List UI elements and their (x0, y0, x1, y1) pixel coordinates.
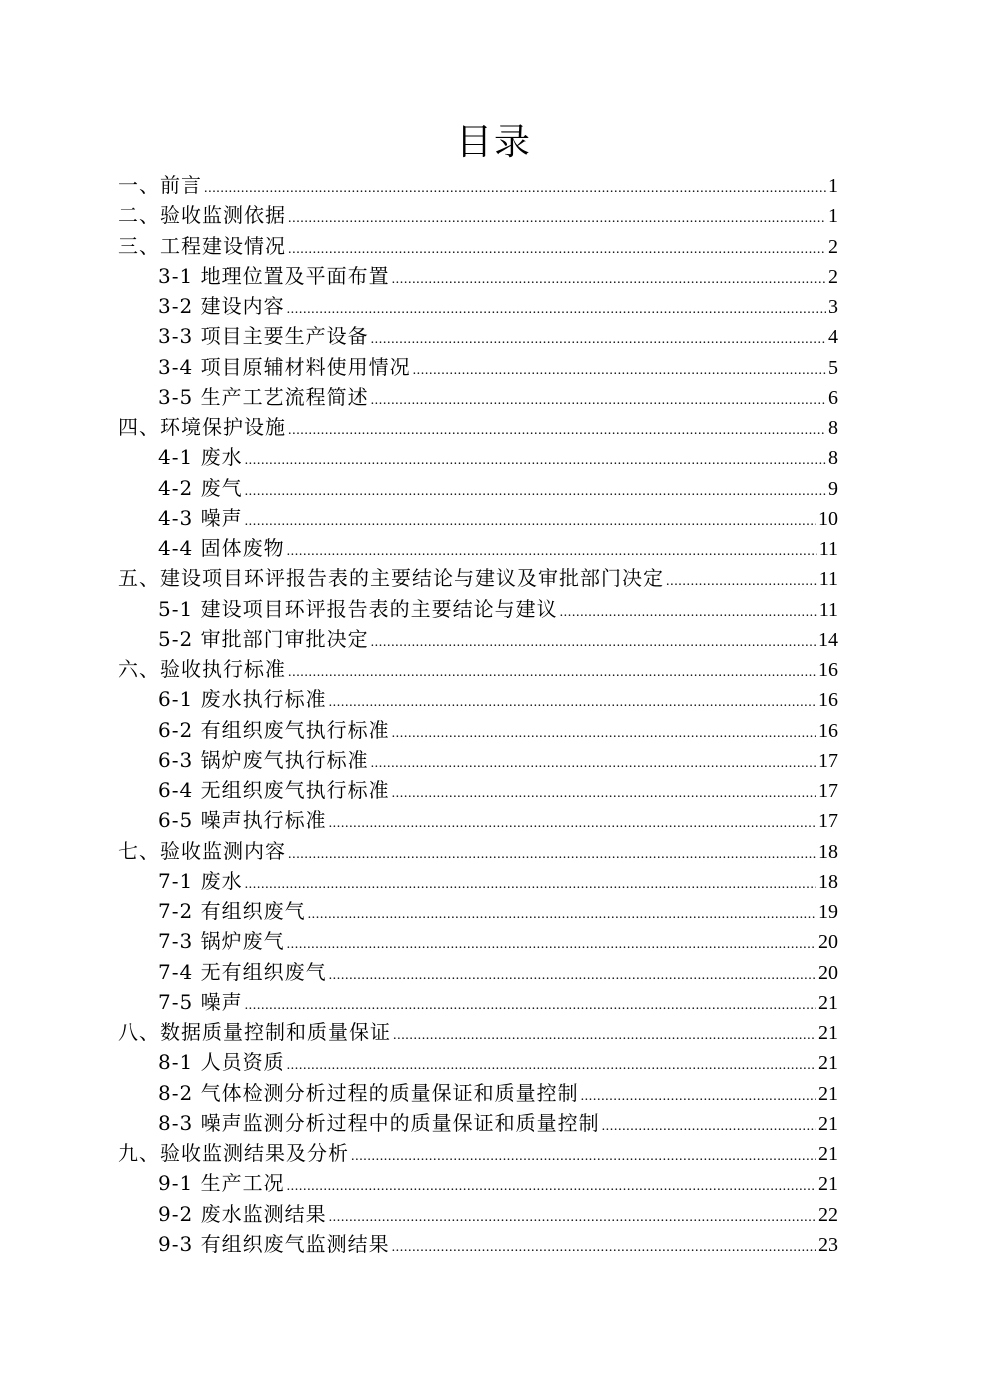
toc-subentry[interactable] (118, 1229, 838, 1259)
toc-page-number: 2 (828, 235, 838, 258)
toc-leader-dots (288, 658, 816, 688)
toc-entry-label: 5-1 建设项目环评报告表的主要结论与建议 (158, 596, 558, 621)
toc-subentry[interactable] (118, 1168, 838, 1198)
toc-entry-label: 3-1 地理位置及平面布置 (158, 263, 390, 288)
toc-subentry[interactable] (118, 1108, 838, 1138)
table-of-contents (118, 170, 838, 1259)
toc-page-number: 14 (818, 628, 838, 651)
toc-page-number: 11 (818, 598, 838, 621)
toc-leader-dots (308, 900, 816, 930)
toc-entry[interactable] (118, 836, 838, 866)
toc-entry-label: 四、环境保护设施 (118, 415, 286, 439)
toc-subentry[interactable] (118, 503, 838, 533)
toc-subentry[interactable] (118, 715, 838, 745)
toc-subentry[interactable] (118, 1199, 838, 1229)
toc-leader-dots (351, 1142, 816, 1172)
toc-page-number: 11 (818, 538, 838, 560)
toc-entry-label: 4-2 废气 (158, 475, 243, 500)
toc-leader-dots (371, 749, 816, 779)
toc-page-number: 20 (818, 931, 838, 954)
toc-page-number: 3 (828, 296, 838, 318)
toc-page-number: 2 (828, 265, 838, 288)
toc-subentry[interactable] (118, 261, 838, 291)
toc-entry-label: 6-5 噪声执行标准 (158, 808, 327, 833)
toc-leader-dots (245, 446, 826, 476)
toc-entry-label: 7-5 噪声 (158, 989, 243, 1014)
toc-page-number: 16 (818, 689, 838, 712)
toc-leader-dots (287, 1172, 816, 1202)
toc-page-number: 18 (818, 870, 838, 893)
toc-entry[interactable] (118, 170, 838, 200)
toc-entry-label: 6-4 无组织废气执行标准 (158, 778, 390, 802)
toc-entry-label: 五、建设项目环评报告表的主要结论与建议及审批部门决定 (118, 566, 664, 591)
toc-entry-label: 八、数据质量控制和质量保证 (118, 1020, 391, 1044)
toc-page-number: 22 (818, 1203, 838, 1226)
toc-entry-label: 4-1 废水 (158, 445, 243, 470)
toc-page-number: 5 (828, 356, 838, 379)
toc-page-number: 1 (828, 175, 838, 197)
toc-leader-dots (329, 1203, 816, 1233)
toc-leader-dots (329, 809, 816, 839)
toc-entry-label: 7-3 锅炉废气 (158, 929, 285, 954)
toc-subentry[interactable] (118, 866, 838, 896)
toc-leader-dots (392, 1233, 816, 1263)
toc-page-number: 10 (818, 507, 838, 530)
toc-entry-label: 5-2 审批部门审批决定 (158, 626, 369, 651)
toc-subentry[interactable] (118, 624, 838, 654)
toc-page-number: 1 (828, 205, 838, 228)
toc-subentry[interactable] (118, 775, 838, 805)
toc-subentry[interactable] (118, 805, 838, 835)
toc-subentry[interactable] (118, 926, 838, 956)
toc-leader-dots (371, 386, 826, 416)
toc-entry-label: 3-4 项目原辅材料使用情况 (158, 354, 411, 379)
toc-subentry[interactable] (118, 594, 838, 624)
toc-subentry[interactable] (118, 382, 838, 412)
toc-subentry[interactable] (118, 684, 838, 714)
page-title: 目录 (455, 122, 532, 163)
toc-entry-label: 九、验收监测结果及分析 (118, 1141, 349, 1165)
toc-subentry[interactable] (118, 1078, 838, 1108)
toc-subentry[interactable] (118, 321, 838, 351)
toc-entry[interactable] (118, 412, 838, 442)
toc-page-number: 21 (818, 1052, 838, 1075)
toc-leader-dots (392, 265, 826, 295)
toc-page-number: 8 (828, 417, 838, 439)
toc-entry-label: 7-4 无有组织废气 (158, 959, 327, 984)
toc-entry-label: 3-2 建设内容 (158, 294, 285, 318)
toc-leader-dots (560, 598, 817, 628)
toc-leader-dots (329, 961, 816, 991)
toc-subentry[interactable] (118, 352, 838, 382)
toc-subentry[interactable] (118, 1047, 838, 1077)
toc-leader-dots (371, 628, 816, 658)
toc-entry-label: 6-3 锅炉废气执行标准 (158, 747, 369, 772)
toc-page-number: 21 (818, 1112, 838, 1135)
toc-page-number: 6 (828, 386, 838, 409)
toc-entry-label: 4-4 固体废物 (158, 536, 285, 560)
toc-page-number: 21 (818, 1082, 838, 1105)
toc-page-number: 17 (818, 780, 838, 802)
toc-subentry[interactable] (118, 442, 838, 472)
toc-subentry[interactable] (118, 533, 838, 563)
toc-entry[interactable] (118, 200, 838, 230)
toc-entry-label: 6-1 废水执行标准 (158, 687, 327, 712)
toc-page-number: 19 (818, 901, 838, 923)
toc-leader-dots (245, 870, 816, 900)
toc-page-number: 21 (818, 991, 838, 1014)
toc-subentry[interactable] (118, 987, 838, 1017)
toc-leader-dots (288, 840, 816, 870)
toc-leader-dots (413, 356, 826, 386)
toc-entry-label: 8-1 人员资质 (158, 1050, 285, 1075)
toc-entry-label: 9-2 废水监测结果 (158, 1201, 327, 1226)
toc-entry-label: 9-3 有组织废气监测结果 (158, 1231, 390, 1256)
toc-leader-dots (329, 688, 816, 718)
toc-page-number: 17 (818, 810, 838, 833)
toc-entry-label: 7-2 有组织废气 (158, 899, 306, 923)
toc-entry-label: 3-3 项目主要生产设备 (158, 324, 369, 349)
toc-entry-label: 4-3 噪声 (158, 505, 243, 530)
toc-page-number: 18 (818, 840, 838, 863)
toc-leader-dots (204, 174, 826, 204)
toc-page-number: 11 (818, 568, 838, 591)
toc-entry-label: 二、验收监测依据 (118, 203, 286, 228)
toc-subentry[interactable] (118, 473, 838, 503)
toc-page-number: 16 (818, 719, 838, 742)
toc-page-number: 16 (818, 659, 838, 681)
toc-leader-dots (602, 1112, 816, 1142)
toc-leader-dots (245, 477, 826, 507)
toc-entry[interactable] (118, 1138, 838, 1168)
toc-subentry[interactable] (118, 957, 838, 987)
toc-page-number: 8 (828, 447, 838, 470)
toc-entry-label: 3-5 生产工艺流程简述 (158, 384, 369, 409)
toc-entry-label: 一、前言 (118, 173, 202, 197)
toc-page-number: 9 (828, 477, 838, 500)
toc-page-number: 20 (818, 961, 838, 984)
toc-leader-dots (288, 416, 826, 446)
toc-page-number: 21 (818, 1143, 838, 1165)
toc-entry-label: 六、验收执行标准 (118, 657, 286, 681)
toc-entry-label: 8-2 气体检测分析过程的质量保证和质量控制 (158, 1080, 579, 1105)
toc-page-number: 23 (818, 1233, 838, 1256)
toc-entry-label: 6-2 有组织废气执行标准 (158, 717, 390, 742)
toc-subentry[interactable] (118, 745, 838, 775)
toc-leader-dots (288, 204, 826, 234)
toc-entry[interactable] (118, 654, 838, 684)
toc-leader-dots (371, 325, 826, 355)
toc-subentry[interactable] (118, 896, 838, 926)
toc-page-number: 21 (818, 1173, 838, 1196)
toc-entry-label: 7-1 废水 (158, 868, 243, 893)
toc-entry-label: 8-3 噪声监测分析过程中的质量保证和质量控制 (158, 1110, 600, 1135)
toc-entry[interactable] (118, 1017, 838, 1047)
toc-subentry[interactable] (118, 291, 838, 321)
toc-entry[interactable] (118, 231, 838, 261)
toc-leader-dots (287, 930, 816, 960)
toc-leader-dots (581, 1082, 816, 1112)
toc-leader-dots (392, 779, 816, 809)
toc-entry-label: 七、验收监测内容 (118, 838, 286, 863)
toc-page-number: 4 (828, 326, 838, 349)
toc-leader-dots (666, 567, 817, 597)
toc-page-number: 21 (818, 1022, 838, 1044)
toc-entry-label: 9-1 生产工况 (158, 1171, 285, 1196)
toc-entry[interactable] (118, 563, 838, 593)
toc-leader-dots (245, 507, 816, 537)
toc-leader-dots (393, 1021, 816, 1051)
toc-leader-dots (392, 719, 816, 749)
toc-entry-label: 三、工程建设情况 (118, 233, 286, 258)
toc-page-number: 17 (818, 749, 838, 772)
